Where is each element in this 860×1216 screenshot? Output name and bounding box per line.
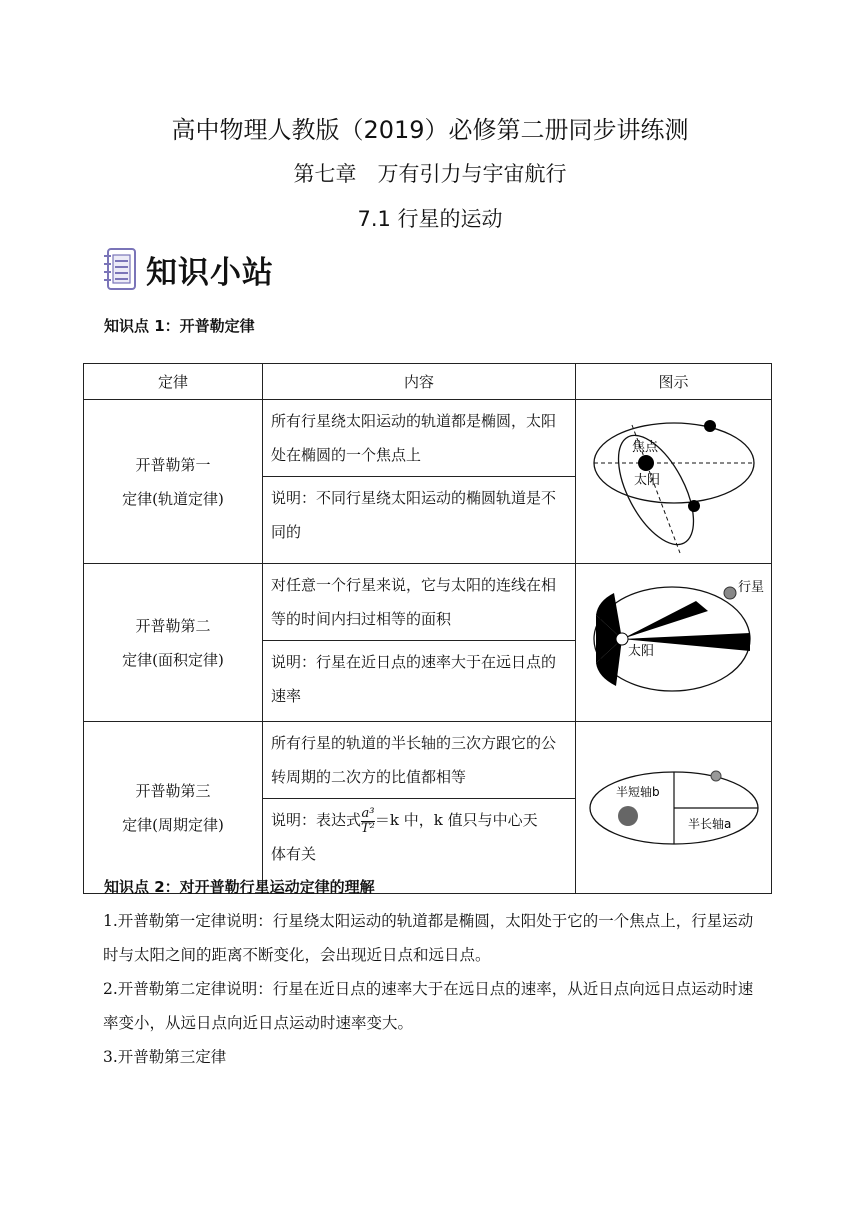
law1-name-line1: 开普勒第一 <box>135 455 211 474</box>
table-row <box>84 400 772 477</box>
knowledge-point-2-title: 知识点 2：对开普勒行星运动定律的理解 <box>104 878 375 896</box>
header-figure: 图示 <box>576 364 772 400</box>
knowledge-banner <box>102 245 274 293</box>
law3-note-end: 体有关 <box>271 845 317 863</box>
law2-name-line2: 定律(面积定律) <box>122 650 224 669</box>
law1-name-line2: 定律(轨道定律) <box>122 489 224 508</box>
law3-name <box>84 722 263 894</box>
label-semi-minor: 半短轴b <box>615 784 660 799</box>
law3-figure <box>576 722 772 894</box>
fraction-denominator: T² <box>361 820 375 836</box>
law2-figure <box>576 564 772 722</box>
header-law: 定律 <box>84 364 263 400</box>
paragraph-3: 3.开普勒第三定律 <box>103 1048 227 1066</box>
law1-content: 所有行星绕太阳运动的轨道都是椭圆，太阳处在椭圆的一个焦点上 <box>263 400 576 477</box>
law3-content: 所有行星的轨道的半长轴的三次方跟它的公转周期的二次方的比值都相等 <box>263 722 576 799</box>
notebook-icon <box>102 246 138 292</box>
label-sun: 太阳 <box>627 643 654 659</box>
table-header-row <box>84 364 772 400</box>
knowledge-point-1-title: 知识点 1：开普勒定律 <box>104 317 255 335</box>
law3-name-line1: 开普勒第三 <box>135 781 211 800</box>
third-law-diagram <box>584 746 764 866</box>
first-law-diagram <box>584 405 764 555</box>
law2-content: 对任意一个行星来说，它与太阳的连线在相等的时间内扫过相等的面积 <box>263 564 576 641</box>
law2-name-line1: 开普勒第二 <box>135 616 211 635</box>
paragraph-2: 2.开普勒第二定律说明：行星在近日点的速率大于在远日点的速率，从近日点向远日点运动时速率变小，从远日点向近日点运动时速率变大。 <box>103 980 754 1032</box>
law2-note: 说明：行星在近日点的速率大于在远日点的速率 <box>263 641 576 722</box>
law3-note-prefix: 说明：表达式 <box>271 811 362 829</box>
law1-note: 说明：不同行星绕太阳运动的椭圆轨道是不同的 <box>263 477 576 564</box>
fraction-numerator: a³ <box>361 805 375 821</box>
chapter-title: 第七章 万有引力与宇宙航行 <box>293 162 567 186</box>
paragraph-1: 1.开普勒第一定律说明：行星绕太阳运动的轨道都是椭圆，太阳处于它的一个焦点上，行星运动时与太阳之间的距离不断变化，会出现近日点和远日点。 <box>103 912 754 964</box>
kepler-ratio-fraction <box>361 807 375 836</box>
kepler-laws-table <box>83 363 772 894</box>
law2-name <box>84 564 263 722</box>
label-planet: 行星 <box>737 579 764 595</box>
label-sun: 太阳 <box>633 472 660 488</box>
label-focus: 焦点 <box>631 439 658 455</box>
law1-figure <box>576 400 772 564</box>
law1-name <box>84 400 263 564</box>
header-content: 内容 <box>263 364 576 400</box>
document-title: 高中物理人教版（2019）必修第二册同步讲练测 <box>171 116 689 144</box>
label-semi-major: 半长轴a <box>687 816 731 831</box>
law3-name-line2: 定律(周期定律) <box>122 815 224 834</box>
table-row <box>84 722 772 799</box>
section-title: 7.1 行星的运动 <box>357 207 503 231</box>
law3-note-middle: ＝k 中，k 值只与中心天 <box>374 811 538 829</box>
banner-title: 知识小站 <box>146 254 274 291</box>
table-row <box>84 564 772 641</box>
second-law-diagram <box>584 571 764 711</box>
